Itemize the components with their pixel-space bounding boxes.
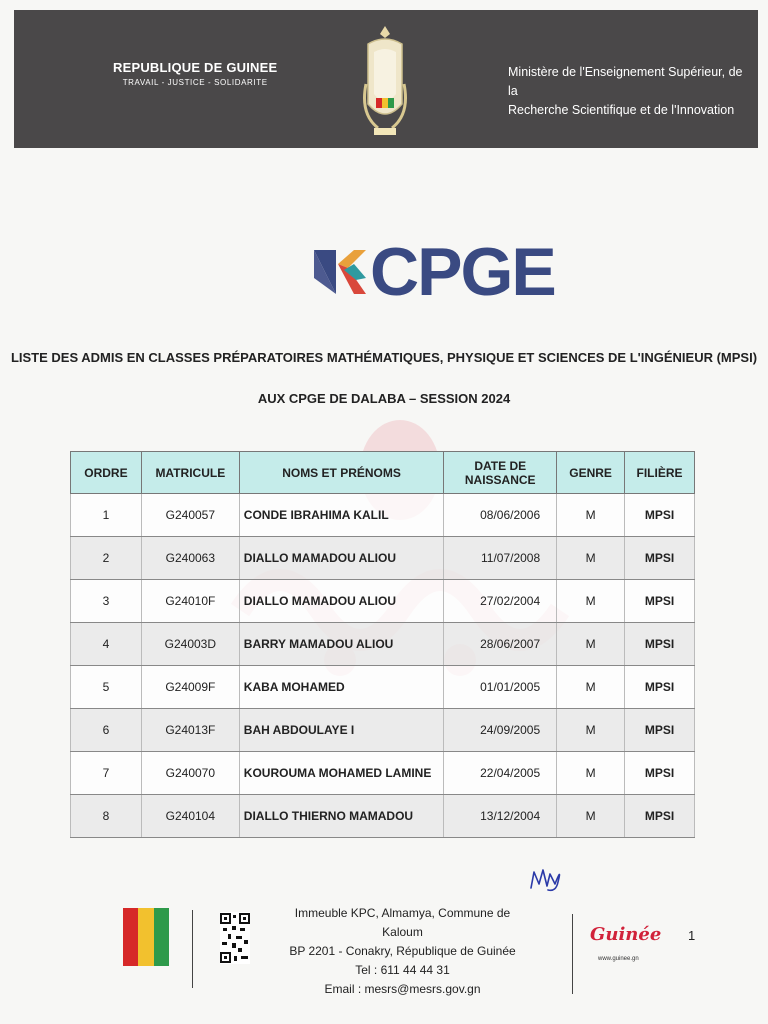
- cell-nom: CONDE IBRAHIMA KALIL: [239, 494, 444, 537]
- cpge-logo-text: CPGE: [370, 234, 555, 310]
- ministry-line-2: Recherche Scientifique et de l'Innovation: [508, 103, 735, 117]
- cell-date: 28/06/2007: [444, 623, 557, 666]
- cell-ordre: 5: [71, 666, 142, 709]
- table-row: [71, 709, 695, 752]
- table-row: [71, 666, 695, 709]
- cell-genre: M: [557, 666, 625, 709]
- cell-filiere: MPSI: [625, 623, 695, 666]
- cell-nom: DIALLO MAMADOU ALIOU: [239, 537, 444, 580]
- cell-ordre: 3: [71, 580, 142, 623]
- cell-nom: DIALLO THIERNO MAMADOU: [239, 795, 444, 838]
- cell-date: 24/09/2005: [444, 709, 557, 752]
- coat-of-arms-icon: [356, 24, 414, 140]
- cell-date: 01/01/2005: [444, 666, 557, 709]
- cell-ordre: 4: [71, 623, 142, 666]
- address-line-2: BP 2201 - Conakry, République de Guinée: [289, 944, 516, 958]
- cell-genre: M: [557, 537, 625, 580]
- footer-address: [280, 904, 525, 999]
- cpge-logo: [314, 234, 555, 310]
- cell-genre: M: [557, 623, 625, 666]
- qr-code-icon: [220, 912, 250, 964]
- document-title-line-1: LISTE DES ADMIS EN CLASSES PRÉPARATOIRES MATHÉMATIQUES, PHYSIQUE ET SCIENCES DE L'INGÉNIEUR (MPSI): [10, 350, 758, 365]
- footer-divider-right: [572, 914, 573, 994]
- cell-genre: M: [557, 795, 625, 838]
- signature-icon: [528, 860, 568, 896]
- ministry-line-1: Ministère de l'Enseignement Supérieur, de la: [508, 65, 743, 98]
- table-header-row: [71, 452, 695, 494]
- republic-name: REPUBLIQUE DE GUINEE: [113, 60, 278, 75]
- header-genre: GENRE: [557, 452, 625, 494]
- cell-nom: BARRY MAMADOU ALIOU: [239, 623, 444, 666]
- header-date: DATE DE NAISSANCE: [444, 452, 557, 494]
- page-number: 1: [688, 928, 696, 943]
- ministry-block: [508, 63, 748, 120]
- cell-nom: KOUROUMA MOHAMED LAMINE: [239, 752, 444, 795]
- guinee-brand-logo: [588, 918, 662, 970]
- cell-genre: M: [557, 580, 625, 623]
- cell-genre: M: [557, 494, 625, 537]
- cell-matricule: G24009F: [141, 666, 239, 709]
- cell-ordre: 1: [71, 494, 142, 537]
- cell-ordre: 7: [71, 752, 142, 795]
- table-row: [71, 494, 695, 537]
- cell-ordre: 2: [71, 537, 142, 580]
- cell-filiere: MPSI: [625, 666, 695, 709]
- republic-block: [113, 60, 277, 87]
- admis-table: [70, 451, 695, 838]
- cell-date: 27/02/2004: [444, 580, 557, 623]
- guinee-brand-text: Guinée: [590, 924, 662, 945]
- address-line-1: Immeuble KPC, Almamya, Commune de Kaloum: [294, 906, 511, 939]
- table-row: [71, 795, 695, 838]
- address-phone: Tel : 611 44 44 31: [355, 963, 450, 977]
- cell-date: 22/04/2005: [444, 752, 557, 795]
- document-title-line-2: AUX CPGE DE DALABA – SESSION 2024: [257, 391, 511, 406]
- cell-ordre: 8: [71, 795, 142, 838]
- cell-date: 08/06/2006: [444, 494, 557, 537]
- cell-matricule: G24003D: [141, 623, 239, 666]
- address-email: Email : mesrs@mesrs.gov.gn: [324, 982, 481, 996]
- cell-nom: KABA MOHAMED: [239, 666, 444, 709]
- footer-divider-left: [192, 910, 193, 988]
- cell-filiere: MPSI: [625, 580, 695, 623]
- cell-matricule: G240104: [141, 795, 239, 838]
- cell-filiere: MPSI: [625, 494, 695, 537]
- header-filiere: FILIÈRE: [625, 452, 695, 494]
- guinee-brand-url: www.guinee.gn: [598, 956, 639, 962]
- cell-matricule: G240057: [141, 494, 239, 537]
- guinea-flag-icon: [123, 908, 169, 966]
- cell-filiere: MPSI: [625, 795, 695, 838]
- cell-nom: DIALLO MAMADOU ALIOU: [239, 580, 444, 623]
- cell-ordre: 6: [71, 709, 142, 752]
- cell-matricule: G240063: [141, 537, 239, 580]
- cell-genre: M: [557, 709, 625, 752]
- header-matricule: MATRICULE: [141, 452, 239, 494]
- cell-matricule: G24013F: [141, 709, 239, 752]
- cell-matricule: G24010F: [141, 580, 239, 623]
- table-row: [71, 623, 695, 666]
- cell-filiere: MPSI: [625, 537, 695, 580]
- cell-date: 13/12/2004: [444, 795, 557, 838]
- header-ordre: ORDRE: [71, 452, 142, 494]
- table-row: [71, 752, 695, 795]
- cell-filiere: MPSI: [625, 709, 695, 752]
- table-row: [71, 580, 695, 623]
- cell-filiere: MPSI: [625, 752, 695, 795]
- cell-nom: BAH ABDOULAYE I: [239, 709, 444, 752]
- cell-matricule: G240070: [141, 752, 239, 795]
- cell-date: 11/07/2008: [444, 537, 557, 580]
- header-noms: NOMS ET PRÉNOMS: [239, 452, 444, 494]
- table-row: [71, 537, 695, 580]
- republic-motto: TRAVAIL - JUSTICE - SOLIDARITE: [122, 78, 268, 87]
- cpge-logo-mark-icon: [314, 250, 366, 294]
- cell-genre: M: [557, 752, 625, 795]
